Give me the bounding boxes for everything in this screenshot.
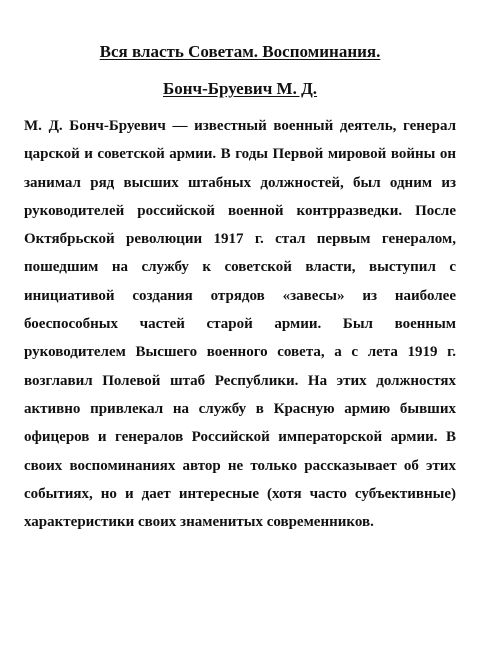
- document-author: Бонч-Бруевич М. Д.: [162, 79, 318, 98]
- document-annotation: М. Д. Бонч-Бруевич — известный военный деятель, генерал царской и советской армии. В годы Первой мировой войны он занимал ряд высших штабных должностей, был одним из руководителей российской военной контрразведки. После Октябрьской революции 1917 г. стал первым генералом, пошедшим на службу к советской власти, выступил с инициативой создания отрядов «завесы» из наиболее боеспособных частей старой армии. Был военным руководителем Высшего военного совета, а с лета 1919 г. возглавил Полевой штаб Республики. На этих должностях активно привлекал на службу в Красную армию бывших офицеров и генералов Российской императорской армии. В своих воспоминаниях автор не только рассказывает об этих событиях, но и дает интересные (хотя часто субъективные) характеристики своих знаменитых современников.: [24, 118, 456, 531]
- document-title: Вся власть Советам. Воспоминания.: [99, 42, 381, 61]
